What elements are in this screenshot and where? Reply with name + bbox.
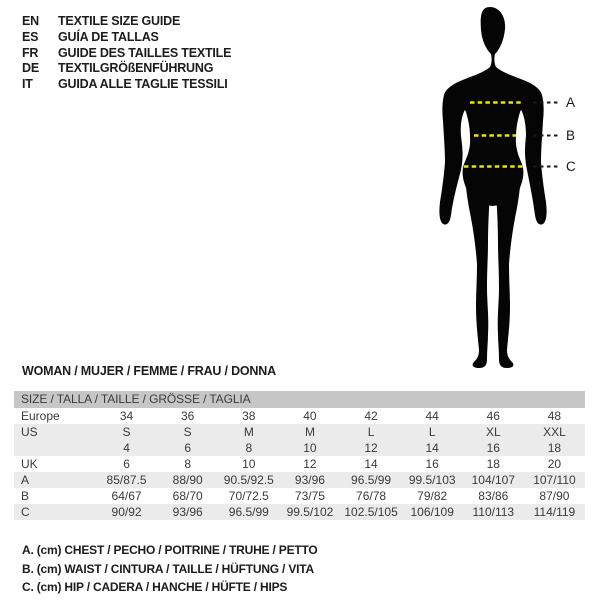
table-cell: 10 — [303, 441, 317, 455]
table-cell: 4 — [123, 441, 130, 455]
table-cell: 99.5/103 — [408, 473, 456, 487]
language-code: IT — [22, 77, 33, 92]
language-row — [22, 77, 231, 93]
table-cell: L — [428, 425, 436, 439]
language-title: TEXTILGRÖßENFÜHRUNG — [58, 61, 214, 76]
language-row — [22, 61, 231, 77]
silhouette-right-leg — [494, 160, 521, 368]
language-title: GUÍA DE TALLAS — [58, 29, 159, 44]
table-cell: 14 — [364, 457, 378, 471]
row-label: Europe — [21, 409, 60, 423]
table-row — [14, 456, 585, 472]
language-code: ES — [22, 29, 39, 44]
table-cell: 18 — [547, 441, 562, 455]
woman-silhouette-graphic — [420, 0, 600, 380]
table-row — [14, 440, 585, 456]
table-cell: 48 — [547, 409, 562, 423]
table-cell: 114/119 — [533, 505, 576, 519]
table-cell: 38 — [242, 409, 256, 423]
language-code: FR — [22, 45, 39, 60]
table-cell: 99.5/102 — [286, 505, 334, 519]
size-table — [14, 391, 585, 520]
language-title: TEXTILE SIZE GUIDE — [58, 14, 181, 28]
table-cell: 42 — [364, 409, 378, 423]
table-cell: 68/70 — [172, 489, 203, 503]
language-title: GUIDE DES TAILLES TEXTILE — [58, 45, 232, 60]
table-cell: 20 — [547, 457, 562, 471]
table-cell: 8 — [245, 441, 253, 455]
row-label: A — [21, 473, 30, 487]
table-cell: 88/90 — [172, 473, 203, 487]
table-cell: XL — [485, 425, 501, 439]
measure-label-waist: B — [566, 128, 576, 143]
table-cell: XXL — [543, 425, 566, 439]
table-cell: 102.5/105 — [344, 505, 398, 519]
table-group-title: WOMAN / MUJER / FEMME / FRAU / DONNA — [22, 364, 276, 378]
table-row — [14, 408, 585, 424]
table-row — [14, 488, 585, 504]
table-cell: 83/86 — [478, 489, 509, 503]
legend-line: B. (cm) WAIST / CINTURA / TAILLE / HÜFTUNG / VITA — [22, 561, 314, 576]
table-cell: 46 — [486, 409, 500, 423]
table-cell: 8 — [184, 457, 192, 471]
silhouette-left-leg — [465, 160, 492, 368]
row-label: US — [21, 425, 38, 439]
table-cell: 70/72.5 — [228, 489, 269, 503]
table-cell: 16 — [425, 457, 439, 471]
table-row — [14, 472, 585, 488]
table-cell: 87/90 — [539, 489, 570, 503]
table-cell: 6 — [184, 441, 192, 455]
measure-label-hip: C — [566, 159, 576, 174]
table-row — [14, 424, 585, 440]
table-cell: 6 — [123, 457, 130, 471]
table-row — [14, 504, 585, 520]
table-cell: M — [304, 425, 315, 439]
row-label: UK — [21, 457, 38, 471]
table-cell: 36 — [181, 409, 195, 423]
language-code: DE — [22, 61, 39, 76]
table-cell: 12 — [364, 441, 378, 455]
legend-line: C. (cm) HIP / CADERA / HANCHE / HÜFTE / HIPS — [22, 580, 288, 595]
table-cell: 96.5/99 — [228, 505, 269, 519]
table-cell: 93/96 — [172, 505, 203, 519]
measure-label-chest: A — [566, 95, 576, 110]
table-cell: 76/78 — [356, 489, 387, 503]
table-cell: 106/109 — [410, 505, 454, 519]
table-cell: 40 — [303, 409, 317, 423]
table-cell: S — [122, 425, 131, 439]
table-cell: 64/67 — [111, 489, 142, 503]
language-code: EN — [22, 14, 39, 28]
table-cell: 44 — [425, 409, 439, 423]
table-cell: M — [243, 425, 254, 439]
row-label: B — [21, 489, 30, 503]
row-label — [14, 440, 96, 456]
language-title: GUIDA ALLE TAGLIE TESSILI — [58, 77, 228, 92]
figure-area — [420, 0, 600, 380]
table-cell: 14 — [425, 441, 439, 455]
table-cell: 34 — [119, 409, 134, 423]
silhouette-left-arm — [439, 80, 469, 225]
legend-line: A. (cm) CHEST / PECHO / POITRINE / TRUHE / PETTO — [22, 543, 318, 557]
table-cell: 10 — [242, 457, 256, 471]
table-cell: 12 — [303, 457, 317, 471]
measurement-legend — [22, 541, 318, 597]
size-table-header: SIZE / TALLA / TAILLE / GRÖSSE / TAGLIA — [14, 391, 585, 408]
table-cell: L — [367, 425, 375, 439]
language-row — [22, 30, 231, 46]
table-cell: 93/96 — [294, 473, 325, 487]
table-cell: 16 — [486, 441, 500, 455]
table-cell: 110/113 — [472, 505, 515, 519]
table-cell: 96.5/99 — [351, 473, 392, 487]
language-row — [22, 46, 231, 62]
table-cell: 104/107 — [471, 473, 515, 487]
table-cell: 79/82 — [417, 489, 448, 503]
size-table-body — [14, 408, 585, 520]
table-cell: 18 — [486, 457, 500, 471]
table-cell: S — [183, 425, 192, 439]
table-cell: 90/92 — [111, 505, 142, 519]
table-cell: 73/75 — [294, 489, 325, 503]
table-cell: 90.5/92.5 — [223, 473, 274, 487]
language-list — [22, 14, 231, 93]
table-cell: 107/110 — [533, 473, 576, 487]
language-row — [22, 14, 231, 30]
table-cell: 85/87.5 — [106, 473, 147, 487]
row-label: C — [21, 505, 30, 519]
